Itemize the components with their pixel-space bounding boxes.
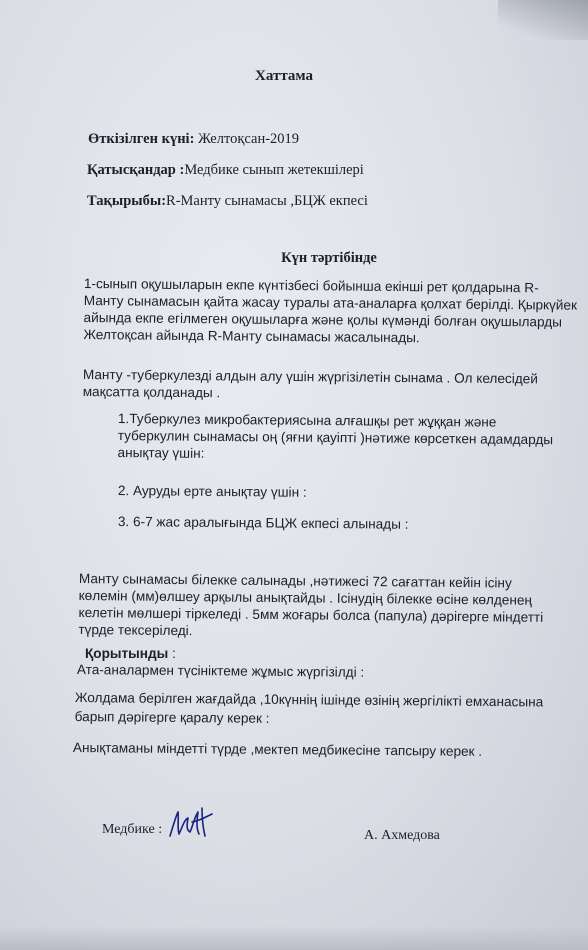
intro-line: айында екпе егілмеген оқушыларға және қолы күмәнді болған оқушыларды (83, 309, 563, 330)
signature-label: Медбике : (102, 822, 163, 837)
meta-topic-row (87, 193, 368, 210)
purpose-line: Манту -туберкулезді алдын алу үшін жүргізілетін сынама . Ол келесідей (82, 366, 538, 387)
mantoux-line: түрде тексеріледі. (78, 621, 193, 639)
agenda-title: Күн тәртібінде (281, 250, 377, 266)
mantoux-line: көлемін (мм)өлшеу арқылы анықтайды . Ісінудің білекке өсіне көлденең (78, 587, 533, 608)
topic-label: Тақырыбы: (87, 193, 167, 209)
conclusion-line: барып дәрігерге қаралу керек : (74, 708, 270, 726)
signature-name: А. Ахмедова (364, 828, 440, 843)
list-line: 2. Ауруды ерте анықтау үшін : (117, 482, 307, 500)
conclusion-block-2 (75, 688, 544, 730)
list-item-3 (118, 513, 409, 533)
conclusions-heading (85, 645, 176, 662)
list-line: 1.Туберкулез микробактериясына алғашқы рет жұққан және (117, 410, 497, 430)
participants-label: Қатысқандар : (87, 162, 185, 178)
conclusions-label: Қорытынды (85, 646, 169, 661)
corner-shadow (498, 0, 588, 40)
mantoux-line: Манту сынамасы білекке салынады ,нәтижесі 72 сағаттан кейін ісіну (78, 570, 512, 591)
intro-line: Манту сынамасын қайта жасау туралы ата-аналарға қолхат берілді. Қыркүйек (83, 292, 578, 313)
meta-participants-row (87, 162, 364, 179)
list-item-2 (118, 482, 307, 501)
purpose-paragraph (83, 366, 538, 404)
intro-line: 1-сынып оқушыларын екпе күнтізбесі бойынша екінші рет қолдарына R- (83, 275, 539, 296)
mantoux-paragraph (78, 570, 543, 643)
conclusion-line: Жолдама берілген жағдайда ,10күннің ішінде өзінің жергілікті емханасына (74, 689, 544, 710)
bottom-shadow (0, 926, 588, 950)
meta-date-row (88, 131, 299, 148)
list-line: 3. 6-7 жас аралығында БЦЖ екпесі алынады : (117, 513, 409, 532)
topic-value: R-Манту сынамасы ,БЦЖ екпесі (166, 193, 368, 209)
list-line: туберкулин сынамасы оң (яғни қауіпті )нәтиже көрсеткен адамдарды (117, 427, 554, 448)
document-title: Хаттама (255, 68, 313, 84)
signature-scribble-icon (168, 806, 214, 842)
purpose-line: мақсатта қолданады . (82, 383, 221, 401)
intro-paragraph (83, 275, 577, 348)
conclusion-line-4: Анықтаманы міндетті түрде ,мектеп медбикесіне тапсыру керек . (72, 739, 483, 759)
date-label: Өткізілген күні: (88, 131, 195, 147)
mantoux-line: келетін мөлшері тіркеледі . 5мм жоғары болса (папула) дәрігерге міндетті (78, 604, 544, 625)
participants-value: Медбике сынып жетекшілері (184, 162, 364, 178)
list-item-1 (118, 410, 554, 465)
list-line: анықтау үшін: (117, 444, 205, 461)
conclusions-colon: : (168, 646, 176, 661)
date-value: Желтоқсан-2019 (194, 131, 300, 147)
conclusion-line-1: Ата-аналармен түсініктеме жұмыс жүргізілді : (76, 661, 365, 680)
intro-line: Желтоқсан айында R-Манту сынамасы жасалынады. (83, 326, 420, 346)
